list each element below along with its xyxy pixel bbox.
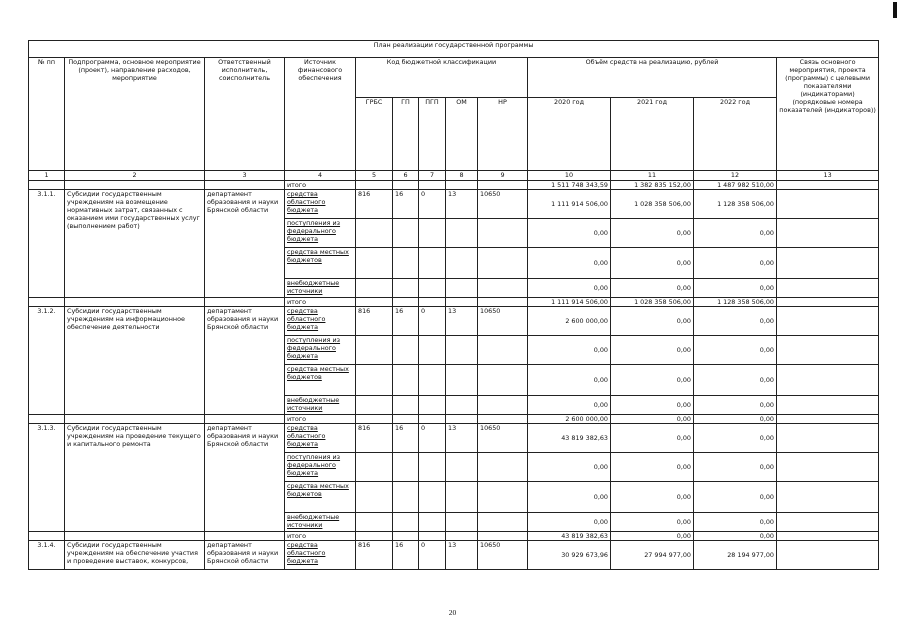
funding-source: средства областного бюджета — [285, 190, 356, 219]
col-number: 12 — [694, 171, 777, 181]
value-2022: 0,00 — [694, 424, 777, 453]
measure-number: 3.1.3. — [29, 424, 65, 532]
value-2021: 0,00 — [611, 365, 694, 396]
header-grbs: ГРБС — [356, 98, 393, 171]
total-label: итого — [285, 181, 356, 190]
col-number: 3 — [205, 171, 285, 181]
value-2020: 0,00 — [528, 513, 611, 532]
code-gp — [393, 336, 419, 365]
code-om — [446, 482, 478, 513]
indicator-link — [777, 365, 879, 396]
col-number: 2 — [65, 171, 205, 181]
code-om: 13 — [446, 307, 478, 336]
code-om: 13 — [446, 541, 478, 570]
header-year-2022: 2022 год — [694, 98, 777, 171]
value-2020: 0,00 — [528, 365, 611, 396]
value-2022: 28 194 977,00 — [694, 541, 777, 570]
code-pgp — [419, 482, 446, 513]
funding-source: внебюджетные источники — [285, 513, 356, 532]
code-pgp — [419, 365, 446, 396]
col-number: 10 — [528, 171, 611, 181]
code-grbs — [356, 365, 393, 396]
value-2021: 0,00 — [611, 424, 694, 453]
header-measure: Подпрограмма, основное мероприятие (проект), направление расходов, мероприятие — [65, 58, 205, 171]
header-pgp: ПГП — [419, 98, 446, 171]
measure-executor: департамент образования и науки Брянской области — [205, 541, 285, 570]
code-grbs — [356, 279, 393, 298]
measure-executor: департамент образования и науки Брянской области — [205, 424, 285, 532]
measure-name: Субсидии государственным учреждениям на информационное обеспечение деятельности — [65, 307, 205, 415]
code-grbs — [356, 513, 393, 532]
value-2020: 1 111 914 506,00 — [528, 190, 611, 219]
col-number: 9 — [478, 171, 528, 181]
code-grbs — [356, 482, 393, 513]
indicator-link — [777, 453, 879, 482]
funding-source: средства областного бюджета — [285, 307, 356, 336]
header-indicator-link: Связь основного мероприятия, проекта (программы) с целевыми показателями (индикаторами) (порядковые номера показателей (индикаторов)) — [777, 58, 879, 171]
measure-number: 3.1.2. — [29, 307, 65, 415]
value-2021: 0,00 — [611, 248, 694, 279]
value-2022: 0,00 — [694, 513, 777, 532]
code-nr — [478, 453, 528, 482]
value-2021: 0,00 — [611, 279, 694, 298]
col-number: 13 — [777, 171, 879, 181]
code-nr: 10650 — [478, 541, 528, 570]
measure-name: Субсидии государственным учреждениям на возмещение нормативных затрат, связанных с оказанием ими государственных услуг (выполнением работ) — [65, 190, 205, 298]
indicator-link — [777, 513, 879, 532]
measure-number: 3.1.1. — [29, 190, 65, 298]
value-2022: 1 128 358 506,00 — [694, 190, 777, 219]
col-number: 7 — [419, 171, 446, 181]
indicator-link — [777, 541, 879, 570]
header-year-2020: 2020 год — [528, 98, 611, 171]
code-grbs: 816 — [356, 307, 393, 336]
value-2020: 0,00 — [528, 336, 611, 365]
value-2020: 0,00 — [528, 453, 611, 482]
code-om — [446, 365, 478, 396]
funding-source: поступления из федерального бюджета — [285, 453, 356, 482]
code-gp — [393, 453, 419, 482]
code-gp: 16 — [393, 190, 419, 219]
funding-source: средства областного бюджета — [285, 424, 356, 453]
value-2022: 0,00 — [694, 279, 777, 298]
funding-source: поступления из федерального бюджета — [285, 336, 356, 365]
value-2020: 0,00 — [528, 248, 611, 279]
indicator-link — [777, 219, 879, 248]
col-number: 11 — [611, 171, 694, 181]
total-value-2020: 1 111 914 506,00 — [528, 298, 611, 307]
code-nr: 10650 — [478, 424, 528, 453]
value-2022: 0,00 — [694, 453, 777, 482]
value-2021: 0,00 — [611, 336, 694, 365]
total-value-2022: 0,00 — [694, 532, 777, 541]
code-nr — [478, 336, 528, 365]
measure-name: Субсидии государственным учреждениям на проведение текущего и капитального ремонта — [65, 424, 205, 532]
value-2022: 0,00 — [694, 248, 777, 279]
code-nr: 10650 — [478, 307, 528, 336]
code-pgp — [419, 453, 446, 482]
code-nr — [478, 279, 528, 298]
indicator-link — [777, 190, 879, 219]
value-2022: 0,00 — [694, 396, 777, 415]
total-value-2022: 1 128 358 506,00 — [694, 298, 777, 307]
table-row — [29, 190, 879, 219]
funding-source: средства местных бюджетов — [285, 365, 356, 396]
code-pgp — [419, 219, 446, 248]
measure-executor: департамент образования и науки Брянской области — [205, 307, 285, 415]
total-value-2021: 0,00 — [611, 415, 694, 424]
funding-source: внебюджетные источники — [285, 396, 356, 415]
code-pgp — [419, 396, 446, 415]
code-om — [446, 219, 478, 248]
total-value-2021: 1 382 835 152,00 — [611, 181, 694, 190]
code-gp: 16 — [393, 541, 419, 570]
value-2022: 0,00 — [694, 307, 777, 336]
total-value-2020: 43 819 382,63 — [528, 532, 611, 541]
col-number: 4 — [285, 171, 356, 181]
total-value-2021: 1 028 358 506,00 — [611, 298, 694, 307]
table-row — [29, 424, 879, 453]
value-2020: 0,00 — [528, 482, 611, 513]
code-gp — [393, 279, 419, 298]
header-om: ОМ — [446, 98, 478, 171]
value-2022: 0,00 — [694, 219, 777, 248]
code-gp — [393, 219, 419, 248]
value-2021: 0,00 — [611, 482, 694, 513]
value-2020: 0,00 — [528, 219, 611, 248]
code-pgp: 0 — [419, 307, 446, 336]
total-value-2020: 2 600 000,00 — [528, 415, 611, 424]
indicator-link — [777, 424, 879, 453]
group-total-row — [29, 415, 879, 424]
group-total-row — [29, 298, 879, 307]
code-grbs: 816 — [356, 541, 393, 570]
code-gp — [393, 513, 419, 532]
code-pgp — [419, 336, 446, 365]
code-nr — [478, 248, 528, 279]
measure-number: 3.1.4. — [29, 541, 65, 570]
value-2020: 0,00 — [528, 279, 611, 298]
table-row — [29, 307, 879, 336]
value-2020: 30 929 673,96 — [528, 541, 611, 570]
code-pgp — [419, 513, 446, 532]
indicator-link — [777, 307, 879, 336]
table-row — [29, 541, 879, 570]
code-nr — [478, 219, 528, 248]
funding-source: внебюджетные источники — [285, 279, 356, 298]
code-om — [446, 396, 478, 415]
code-pgp — [419, 248, 446, 279]
total-value-2022: 1 487 982 510,00 — [694, 181, 777, 190]
value-2021: 1 028 358 506,00 — [611, 190, 694, 219]
header-source: Источник финансового обеспечения — [285, 58, 356, 171]
value-2021: 0,00 — [611, 513, 694, 532]
code-grbs — [356, 396, 393, 415]
funding-source: средства местных бюджетов — [285, 482, 356, 513]
code-grbs: 816 — [356, 424, 393, 453]
table-title: План реализации государственной программы — [29, 41, 879, 58]
measure-executor: департамент образования и науки Брянской области — [205, 190, 285, 298]
col-number: 1 — [29, 171, 65, 181]
code-nr: 10650 — [478, 190, 528, 219]
value-2022: 0,00 — [694, 336, 777, 365]
code-grbs — [356, 453, 393, 482]
value-2020: 2 600 000,00 — [528, 307, 611, 336]
code-grbs — [356, 219, 393, 248]
code-grbs — [356, 336, 393, 365]
col-number: 8 — [446, 171, 478, 181]
code-nr — [478, 365, 528, 396]
code-pgp: 0 — [419, 190, 446, 219]
code-pgp: 0 — [419, 424, 446, 453]
header-executor: Ответственный исполнитель, соисполнитель — [205, 58, 285, 171]
value-2022: 0,00 — [694, 365, 777, 396]
code-om — [446, 279, 478, 298]
code-pgp — [419, 279, 446, 298]
code-om — [446, 453, 478, 482]
page-edge-mark — [893, 2, 897, 18]
funding-source: поступления из федерального бюджета — [285, 219, 356, 248]
top-total-row — [29, 181, 879, 190]
value-2020: 43 819 382,63 — [528, 424, 611, 453]
code-om: 13 — [446, 190, 478, 219]
total-label: итого — [285, 415, 356, 424]
indicator-link — [777, 248, 879, 279]
page-number: 20 — [448, 608, 457, 617]
code-gp: 16 — [393, 424, 419, 453]
code-gp — [393, 396, 419, 415]
code-gp — [393, 248, 419, 279]
indicator-link — [777, 482, 879, 513]
value-2022: 0,00 — [694, 482, 777, 513]
col-number: 6 — [393, 171, 419, 181]
code-grbs: 816 — [356, 190, 393, 219]
header-gp: ГП — [393, 98, 419, 171]
value-2021: 0,00 — [611, 396, 694, 415]
group-total-row — [29, 532, 879, 541]
code-nr — [478, 513, 528, 532]
total-label: итого — [285, 532, 356, 541]
measure-name: Субсидии государственным учреждениям на обеспечение участия и проведение выставок, конкурсов, — [65, 541, 205, 570]
code-nr — [478, 482, 528, 513]
col-number: 5 — [356, 171, 393, 181]
code-om — [446, 336, 478, 365]
header-nr: НР — [478, 98, 528, 171]
header-volume: Объём средств на реализацию, рублей — [528, 58, 777, 98]
total-value-2021: 0,00 — [611, 532, 694, 541]
code-grbs — [356, 248, 393, 279]
total-label: итого — [285, 298, 356, 307]
value-2021: 0,00 — [611, 453, 694, 482]
code-gp — [393, 365, 419, 396]
code-om — [446, 513, 478, 532]
indicator-link — [777, 396, 879, 415]
code-pgp: 0 — [419, 541, 446, 570]
indicator-link — [777, 279, 879, 298]
code-gp: 16 — [393, 307, 419, 336]
code-gp — [393, 482, 419, 513]
total-value-2022: 0,00 — [694, 415, 777, 424]
value-2020: 0,00 — [528, 396, 611, 415]
header-budget-code: Код бюджетной классификации — [356, 58, 528, 98]
indicator-link — [777, 336, 879, 365]
value-2021: 0,00 — [611, 219, 694, 248]
value-2021: 27 994 977,00 — [611, 541, 694, 570]
code-om: 13 — [446, 424, 478, 453]
funding-source: средства областного бюджета — [285, 541, 356, 570]
plan-table — [28, 40, 879, 570]
funding-source: средства местных бюджетов — [285, 248, 356, 279]
value-2021: 0,00 — [611, 307, 694, 336]
header-year-2021: 2021 год — [611, 98, 694, 171]
code-om — [446, 248, 478, 279]
header-number: № пп — [29, 58, 65, 171]
total-value-2020: 1 511 748 343,59 — [528, 181, 611, 190]
code-nr — [478, 396, 528, 415]
